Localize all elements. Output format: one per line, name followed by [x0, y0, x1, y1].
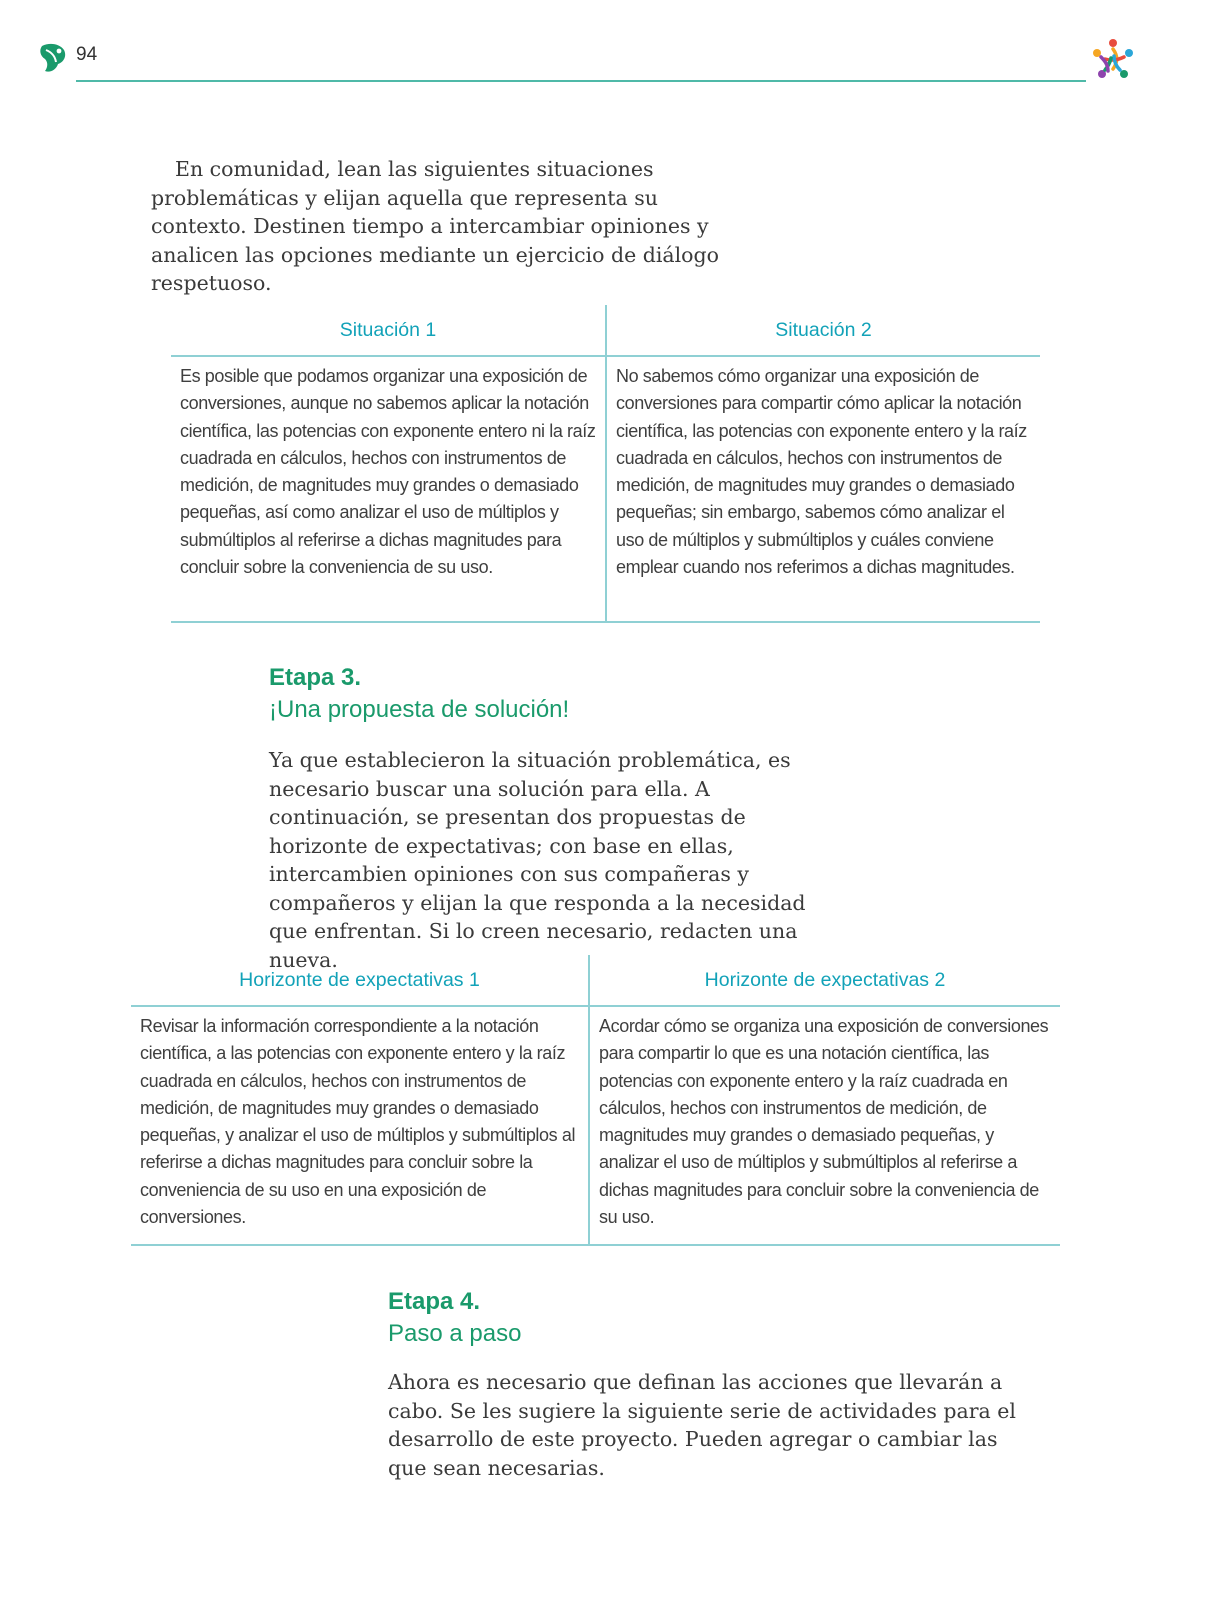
- table-bottom-rule: [131, 1244, 1060, 1246]
- etapa-3-paragraph: Ya que establecieron la situación problemática, es necesario buscar una solución para ella. A continuación, se presentan dos propuestas de horizonte de expectativas; con base en ellas, intercambien opiniones con sus compañeras y compañeros y elijan la que responda a la necesidad que enfrentan. Si lo creen necesario, redacten una nueva.: [269, 748, 806, 972]
- horizon-2-column: [590, 955, 1060, 1246]
- intro-paragraph: En comunidad, lean las siguientes situaciones problemáticas y elijan aquella que representa su contexto. Destinen tiempo a intercambiar opiniones y analicen las opciones mediante un ejercicio de diálogo respetuoso.: [151, 157, 719, 295]
- etapa-4-title: Paso a paso: [388, 1320, 522, 1347]
- etapa-4-number: Etapa 4.: [388, 1288, 481, 1315]
- community-people-logo-icon: [1088, 36, 1138, 86]
- etapa-4-paragraph: Ahora es necesario que definan las acciones que llevarán a cabo. Se les sugiere la siguiente serie de actividades para el desarrollo de este proyecto. Pueden agregar o cambiar las que sean necesarias.: [388, 1370, 1016, 1480]
- situation-2-text: No sabemos cómo organizar una exposición de conversiones para compartir cómo aplicar la notación científica, las potencias con exponente entero y la raíz cuadrada en cálculos, hechos con instrumentos de medición, de magnitudes muy grandes o demasiado pequeñas; sin embargo, sabemos cómo analizar el uso de múltiplos y submúltiplos y cuáles conviene emplear cuando nos referimos a dichas magnitudes.: [616, 366, 1027, 578]
- horizon-1-column: [131, 955, 588, 1246]
- horizon-2-title: Horizonte de expectativas 2: [590, 955, 1060, 1007]
- etapa-4-heading: [388, 1286, 521, 1350]
- page-number: 94: [76, 44, 98, 65]
- situation-1-title: Situación 1: [171, 305, 605, 357]
- situation-2-title: Situación 2: [607, 305, 1040, 357]
- horizons-table: [131, 955, 1060, 1246]
- page-header: [0, 0, 1214, 100]
- horizon-1-text: Revisar la información correspondiente a la notación científica, a las potencias con exponente entero y la raíz cuadrada en cálculos, hechos con instrumentos de medición, de magnitudes muy grandes o demasiado pequeñas, y analizar el uso de múltiplos y submúltiplos al referirse a dichas magnitudes para concluir sobre la conveniencia de su uso en una exposición de conversiones.: [140, 1016, 576, 1228]
- leaf-logo-icon: [36, 40, 70, 74]
- header-rule: [76, 80, 1086, 82]
- etapa-3-heading: [269, 662, 569, 726]
- situation-1-column: [171, 305, 605, 623]
- etapa-3-number: Etapa 3.: [269, 664, 362, 691]
- horizon-1-title: Horizonte de expectativas 1: [131, 955, 588, 1007]
- horizon-2-text: Acordar cómo se organiza una exposición de conversiones para compartir lo que es una notación científica, las potencias con exponente entero y la raíz cuadrada en cálculos, hechos con instrumentos de medición, de magnitudes muy grandes o demasiado pequeñas, y analizar el uso de múltiplos y submúltiplos al referirse a dichas magnitudes para concluir sobre la conveniencia de su uso.: [599, 1016, 1049, 1228]
- situations-table: [171, 305, 1040, 623]
- etapa-3-title: ¡Una propuesta de solución!: [269, 696, 570, 723]
- situation-1-text: Es posible que podamos organizar una exposición de conversiones, aunque no sabemos aplicar la notación científica, las potencias con exponente entero ni la raíz cuadrada en cálculos, hechos con instrumentos de medición, de magnitudes muy grandes o demasiado pequeñas, así como analizar el uso de múltiplos y submúltiplos al referirse a dichas magnitudes para concluir sobre la conveniencia de su uso.: [180, 366, 596, 578]
- table-bottom-rule: [171, 621, 1040, 623]
- situation-2-column: [607, 305, 1040, 623]
